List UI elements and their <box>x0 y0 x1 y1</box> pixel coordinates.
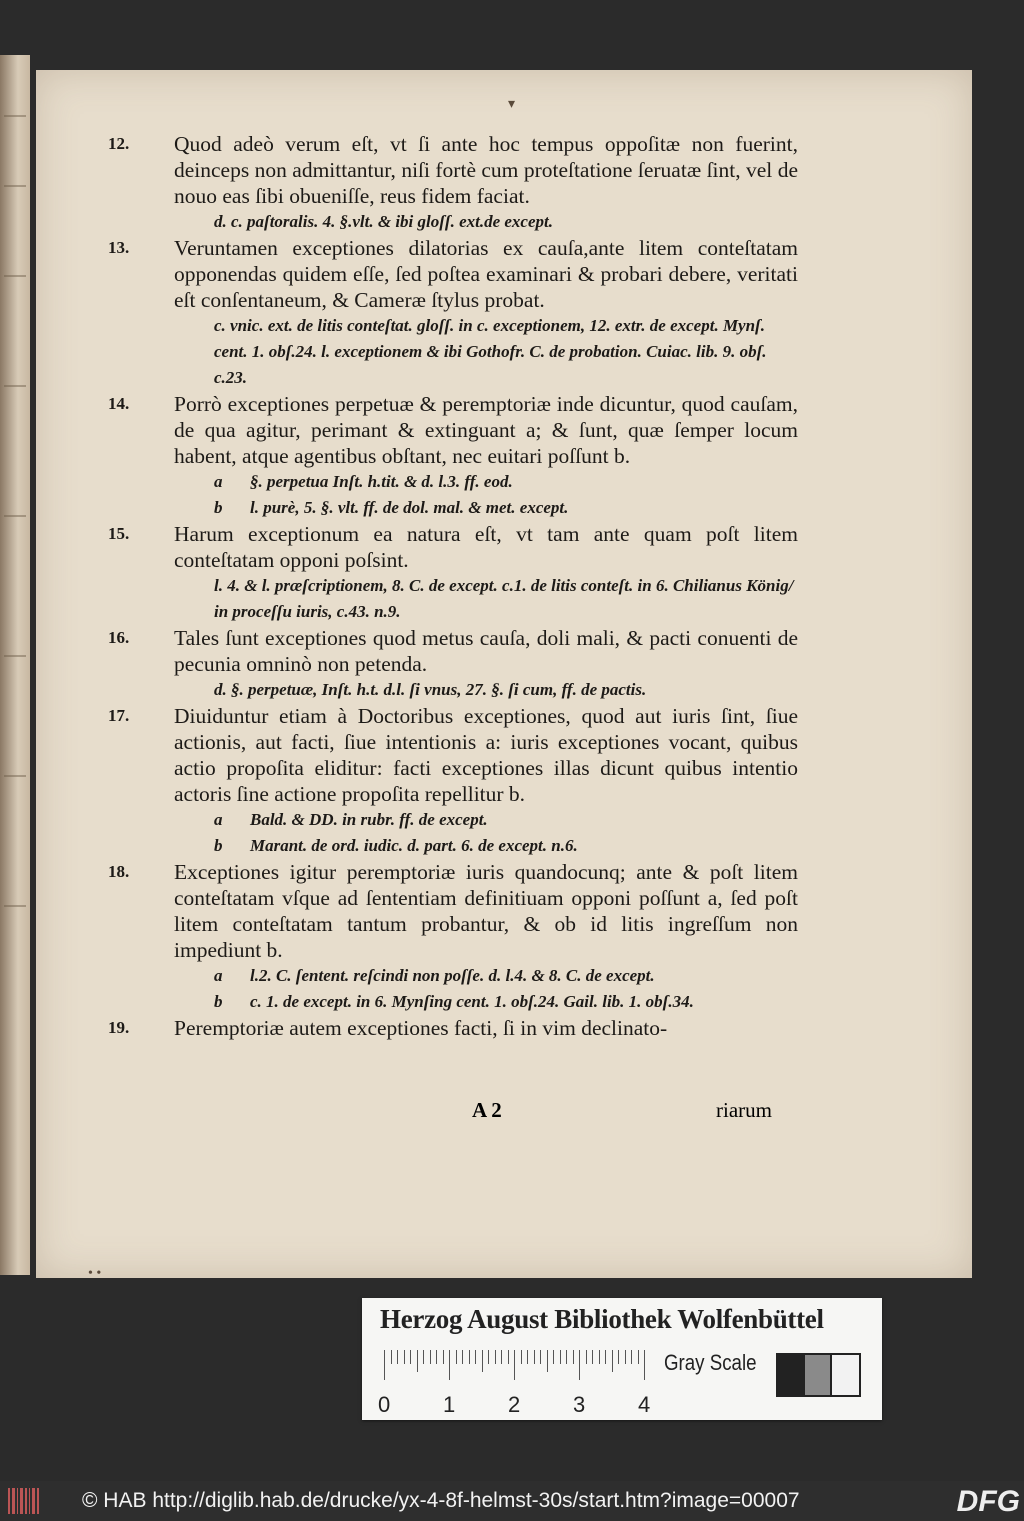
footnote-text: c. 1. de except. in 6. Mynſing cent. 1. obſ.24. Gail. lib. 1. obſ.34. <box>250 992 694 1011</box>
ruler-tick <box>540 1350 541 1364</box>
citation: d. c. paſtoralis. 4. §.vlt. & ibi gloſſ. ext.de except. <box>214 212 553 231</box>
footnote <box>174 807 798 833</box>
ruler-label: 2 <box>508 1392 521 1417</box>
paragraph-text: Tales ſunt exceptiones quod metus cauſa, doli mali, & pacti conuenti de pecunia omninò non petenda. <box>174 626 798 676</box>
page-mark: ▾ <box>508 97 516 112</box>
paragraph-number: 13. <box>108 238 130 257</box>
footnote-letter: b <box>214 836 223 855</box>
ruler-tick <box>566 1350 567 1364</box>
ruler-tick <box>462 1350 463 1364</box>
ruler-tick <box>397 1350 398 1364</box>
footnote <box>174 989 798 1015</box>
footnote-text: Marant. de ord. iudic. d. part. 6. de except. n.6. <box>250 836 578 855</box>
library-name: Herzog August Bibliothek Wolfenbüttel <box>380 1304 824 1334</box>
paragraph-number: 15. <box>108 524 130 543</box>
gray-swatch <box>830 1353 861 1397</box>
ruler-tick <box>417 1350 418 1372</box>
ruler-tick <box>612 1350 613 1372</box>
paragraph-17 <box>108 703 798 859</box>
citation: d. §. perpetuæ, Inſt. h.t. d.l. ſi vnus, 27. §. ſi cum, ff. de pactis. <box>214 680 647 699</box>
citation: l. 4. & l. præſcriptionem, 8. C. de except. c.1. de litis conteſt. in 6. Chilianus König/ in proceſſu iuris, c.43. n.9. <box>214 576 794 621</box>
ruler-tick <box>618 1350 619 1364</box>
footnote-text: l. purè, 5. §. vlt. ff. de dol. mal. & met. except. <box>250 498 569 517</box>
footnote <box>174 963 798 989</box>
ruler-tick <box>423 1350 424 1364</box>
footnote-text: §. perpetua Inſt. h.tit. & d. l.3. ff. eod. <box>250 472 513 491</box>
ruler-tick <box>631 1350 632 1364</box>
gray-scale-label: Gray Scale <box>664 1350 757 1375</box>
paragraph-number: 19. <box>108 1018 130 1037</box>
paragraph-number: 17. <box>108 706 130 725</box>
ruler-tick <box>443 1350 444 1364</box>
footnote <box>174 833 798 859</box>
footnote-letter: a <box>214 810 223 829</box>
ruler-tick <box>410 1350 411 1364</box>
ruler-tick <box>391 1350 392 1364</box>
adjacent-page-edge <box>0 55 30 1275</box>
ruler-tick <box>384 1350 385 1380</box>
ruler-tick <box>527 1350 528 1364</box>
paragraph-15 <box>108 521 798 625</box>
ruler-tick <box>508 1350 509 1364</box>
paragraph-text: Veruntamen exceptiones dilatorias ex cauſa,ante litem conteſtatam opponendas quidem eſſe, ſed poſtea examinari & probari debere, veritati eſt conſentaneum, & Cameræ ſtylus probat. <box>174 236 798 312</box>
footnote-letter: b <box>214 498 223 517</box>
paragraph-number: 18. <box>108 862 130 881</box>
ruler-tick <box>436 1350 437 1364</box>
scale-ruler <box>384 1350 654 1380</box>
ruler-tick <box>560 1350 561 1364</box>
ruler-label: 0 <box>378 1392 391 1417</box>
ruler-tick <box>488 1350 489 1364</box>
footnote <box>174 469 798 495</box>
ruler-tick <box>495 1350 496 1364</box>
ruler-tick <box>404 1350 405 1364</box>
ruler-tick <box>475 1350 476 1364</box>
ruler-tick <box>449 1350 450 1380</box>
paragraph-18 <box>108 859 798 1015</box>
citation: c. vnic. ext. de litis conteſtat. gloſſ. in c. exceptionem, 12. extr. de except. Mynſ. cent. 1. obſ.24. l. exceptionem & ibi Gothofr. C. de probation. Cuiac. lib. 9. obſ. c.23. <box>214 316 767 387</box>
paragraph-text: Porrò exceptiones perpetuæ & peremptoriæ inde dicuntur, quod cauſam, de qua agitur, perimant & extinguant a; & ſunt, quæ ſemper locum habent, atque agentibus obſtant, nec euitari poſſunt b. <box>174 392 798 468</box>
paragraph-text: Peremptoriæ autem exceptiones facti, ſi in vim declinato- <box>174 1016 668 1040</box>
ruler-tick <box>482 1350 483 1372</box>
footnote <box>174 495 798 521</box>
ruler-tick <box>625 1350 626 1364</box>
ruler-tick <box>605 1350 606 1364</box>
paragraph-text: Diuiduntur etiam à Doctoribus exceptiones, quod aut iuris ſint, ſiue actionis, aut facti, ſiue intentionis a: iuris exceptiones vocant, quibus actio propoſita eliditur: facti exceptiones illas dicunt quibus intentio actoris ſine actione propoſita repellitur b. <box>174 704 798 806</box>
ruler-tick <box>573 1350 574 1364</box>
ruler-tick <box>547 1350 548 1372</box>
color-calibration-card <box>362 1298 882 1420</box>
ruler-tick <box>456 1350 457 1364</box>
ruler-tick <box>599 1350 600 1364</box>
footnote-text: l.2. C. ſentent. reſcindi non poſſe. d. l.4. & 8. C. de except. <box>250 966 655 985</box>
page-mark: • • <box>88 1266 102 1281</box>
paragraph-text: Exceptiones igitur peremptoriæ iuris quandocunq; ante & poſt litem conteſtatam vſque ad ſententiam definitiuam opponi poſſunt a, ſed poſt litem conteſtatam tantum probantur, & ob id litis ingreſſum non impediunt b. <box>174 860 798 962</box>
ruler-label: 4 <box>638 1392 651 1417</box>
paragraph-19 <box>108 1015 798 1041</box>
footnote-letter: a <box>214 966 223 985</box>
paragraph-16 <box>108 625 798 703</box>
page-text <box>108 131 798 1041</box>
catchword: riarum <box>716 1098 772 1122</box>
paragraph-number: 12. <box>108 134 130 153</box>
ruler-tick <box>644 1350 645 1380</box>
paragraph-14 <box>108 391 798 521</box>
barcode-icon <box>8 1488 48 1514</box>
ruler-tick <box>553 1350 554 1364</box>
ruler-tick <box>430 1350 431 1364</box>
ruler-label: 1 <box>443 1392 456 1417</box>
ruler-tick <box>501 1350 502 1364</box>
ruler-tick <box>514 1350 515 1380</box>
paragraph-13 <box>108 235 798 391</box>
ruler-tick <box>586 1350 587 1364</box>
ruler-label: 3 <box>573 1392 586 1417</box>
paragraph-number: 14. <box>108 394 130 413</box>
ruler-tick <box>534 1350 535 1364</box>
viewer-footer <box>0 1481 1024 1521</box>
paragraph-text: Harum exceptionum ea natura eſt, vt tam ante quam poſt litem conteſtatam opponi poſsint. <box>174 522 798 572</box>
ruler-tick <box>592 1350 593 1364</box>
paragraph-number: 16. <box>108 628 130 647</box>
footnote-text: Bald. & DD. in rubr. ff. de except. <box>250 810 488 829</box>
ruler-tick <box>579 1350 580 1380</box>
ruler-tick <box>521 1350 522 1364</box>
footnote-letter: a <box>214 472 223 491</box>
ruler-tick <box>469 1350 470 1364</box>
footnote-letter: b <box>214 992 223 1011</box>
paragraph-12 <box>108 131 798 235</box>
permalink[interactable]: © HAB http://diglib.hab.de/drucke/yx-4-8f-helmst-30s/start.htm?image=00007 <box>82 1489 800 1512</box>
dfg-logo: DFG <box>956 1485 1020 1518</box>
paragraph-text: Quod adeò verum eſt, vt ſi ante hoc tempus oppoſitæ non fuerint, deinceps non admittantur, niſi fortè cum proteſtatione ſeruatæ ſint, vel de nouo eas ſibi obueniſſe, reus fidem faciat. <box>174 132 798 208</box>
signature-mark: A 2 <box>472 1098 502 1122</box>
ruler-tick <box>638 1350 639 1364</box>
